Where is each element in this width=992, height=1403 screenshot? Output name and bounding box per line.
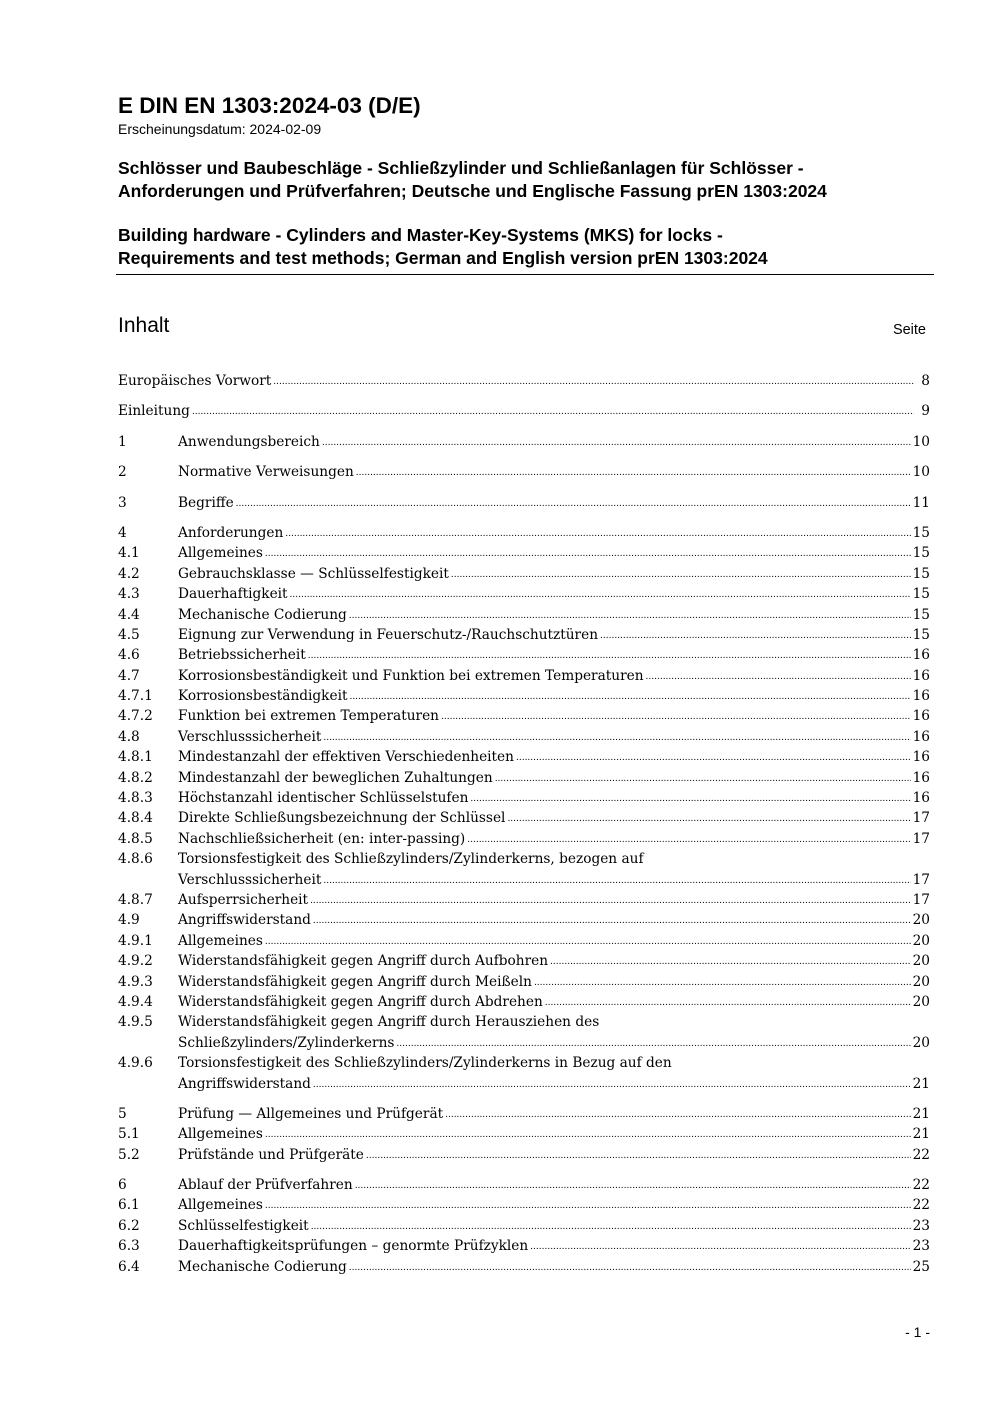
toc-leader-dots: [265, 1123, 911, 1145]
toc-leader-dots: [311, 1215, 911, 1237]
toc-leader-dots: [534, 971, 911, 993]
toc-entry-number: 6.4: [118, 1258, 140, 1275]
toc-entry[interactable]: [118, 432, 930, 452]
toc-entry[interactable]: [118, 951, 930, 971]
toc-leader-dots: [451, 563, 911, 585]
toc-entry-page: 20: [912, 993, 930, 1010]
toc-entry-title-continued: Verschlusssicherheit: [178, 871, 322, 888]
toc-entry-page: 15: [912, 626, 930, 643]
toc-entry-continuation[interactable]: [118, 1033, 930, 1053]
toc-entry[interactable]: [118, 1216, 930, 1236]
toc-entry-number: 4.9.5: [118, 1014, 153, 1031]
toc-entry-number: 2: [118, 464, 127, 481]
toc-entry-number: 5.1: [118, 1126, 140, 1143]
toc-entry-number: 4.1: [118, 545, 140, 562]
toc-entry[interactable]: [118, 371, 930, 391]
toc-leader-dots: [470, 787, 910, 809]
toc-entry-page: 17: [912, 891, 930, 908]
toc-entry-title: Allgemeines: [178, 545, 263, 562]
toc-entry[interactable]: [118, 890, 930, 910]
title-english-line-2: Requirements and test methods; German and English version prEN 1303:2024: [118, 248, 768, 268]
toc-entry-title: Betriebssicherheit: [178, 647, 306, 664]
toc-entry-page: 15: [912, 545, 930, 562]
toc-entry-title: Europäisches Vorwort: [118, 373, 272, 389]
toc-entry-number: 6.1: [118, 1197, 140, 1214]
toc-entry-title: Schlüsselfestigkeit: [178, 1217, 309, 1234]
toc-entry-page: 20: [912, 973, 930, 990]
toc-entry-page: 22: [912, 1146, 930, 1163]
toc-entry-number: 4.9.1: [118, 932, 153, 949]
toc-entry-title-continued: Schließzylinders/Zylinderkerns: [178, 1034, 395, 1051]
toc-entry-number: 3: [118, 494, 127, 511]
toc-leader-dots: [313, 909, 911, 931]
toc-entry-title: Widerstandsfähigkeit gegen Angriff durch Aufbohren: [178, 953, 549, 970]
toc-leader-dots: [600, 624, 911, 646]
toc-entry-page: 15: [912, 524, 930, 541]
toc-entry-page: 20: [912, 1034, 930, 1051]
toc-entry-number: 4.7.1: [118, 688, 153, 705]
toc-entry-number: 4.8: [118, 728, 140, 745]
toc-entry[interactable]: [118, 1175, 930, 1195]
toc-entry[interactable]: [118, 625, 930, 645]
toc-leader-dots: [313, 1073, 911, 1095]
toc-entry[interactable]: [118, 1195, 930, 1215]
toc-leader-dots: [396, 1032, 910, 1054]
toc-entry[interactable]: [118, 1145, 930, 1165]
title-german-line-2: Anforderungen und Prüfverfahren; Deutsche und Englische Fassung prEN 1303:2024: [118, 181, 827, 201]
page-number: - 1 -: [905, 1324, 930, 1340]
toc-entry[interactable]: [118, 972, 930, 992]
toc-entry-page: 25: [912, 1258, 930, 1275]
toc-entry[interactable]: [118, 584, 930, 604]
document-id: E DIN EN 1303:2024-03 (D/E): [118, 93, 421, 118]
toc-leader-dots: [290, 583, 911, 605]
toc-entry[interactable]: [118, 1012, 930, 1032]
toc-entry-number: 6.2: [118, 1217, 140, 1234]
toc-leader-dots: [507, 807, 910, 829]
header-divider: [116, 274, 934, 275]
toc-entry-page: 17: [912, 830, 930, 847]
toc-entry-title: Torsionsfestigkeit des Schließzylinders/Zylinderkerns in Bezug auf den: [178, 1055, 672, 1072]
toc-entry-title: Einleitung: [118, 403, 190, 420]
toc-entry-page: 21: [912, 1105, 930, 1122]
publication-date: Erscheinungsdatum: 2024-02-09: [118, 121, 322, 137]
toc-entry-title: Widerstandsfähigkeit gegen Angriff durch Herausziehen des: [178, 1014, 600, 1031]
toc-entry-page: 16: [912, 708, 930, 725]
toc-entry-number: 4.8.5: [118, 830, 153, 847]
toc-entry[interactable]: [118, 992, 930, 1012]
toc-entry-page: 20: [912, 912, 930, 929]
toc-leader-dots: [273, 370, 914, 392]
toc-entry-title-continued: Angriffswiderstand: [178, 1075, 311, 1092]
toc-entry-title: Verschlusssicherheit: [178, 728, 322, 745]
toc-leader-dots: [467, 828, 910, 850]
toc-entry[interactable]: [118, 747, 930, 767]
toc-leader-dots: [530, 1235, 910, 1257]
toc-entry-title: Torsionsfestigkeit des Schließzylinders/Zylinderkerns, bezogen auf: [178, 851, 644, 868]
toc-leader-dots: [366, 1144, 911, 1166]
toc-page-label: Seite: [892, 322, 926, 338]
toc-leader-dots: [355, 1174, 911, 1196]
toc-entry-title: Eignung zur Verwendung in Feuerschutz-/Rauchschutztüren: [178, 626, 599, 643]
toc-entry-title: Korrosionsbeständigkeit: [178, 688, 348, 705]
toc-entry-title: Mechanische Codierung: [178, 1258, 347, 1275]
toc-leader-dots: [265, 930, 911, 952]
toc-leader-dots: [495, 767, 911, 789]
toc-entry[interactable]: [118, 666, 930, 686]
toc-entry-page: 15: [912, 606, 930, 623]
toc-entry-number: 6: [118, 1177, 127, 1194]
toc-entry[interactable]: [118, 829, 930, 849]
toc-entry-continuation[interactable]: [118, 1074, 930, 1094]
toc-entry[interactable]: [118, 808, 930, 828]
toc-entry-number: 4.5: [118, 626, 140, 643]
toc-leader-dots: [310, 889, 911, 911]
toc-entry-title: Aufsperrsicherheit: [178, 891, 309, 908]
toc-entry-title: Allgemeines: [178, 1126, 263, 1143]
toc-entry-title: Begriffe: [178, 494, 234, 511]
toc-heading: Inhalt: [118, 314, 170, 337]
toc-entry[interactable]: [118, 493, 930, 513]
toc-entry-page: 17: [912, 810, 930, 827]
toc-leader-dots: [550, 950, 911, 972]
toc-entry[interactable]: [118, 706, 930, 726]
toc-entry[interactable]: [118, 910, 930, 930]
toc-leader-dots: [349, 604, 911, 626]
toc-entry-title: Allgemeines: [178, 1197, 263, 1214]
toc-entry-page: 16: [912, 667, 930, 684]
toc-entry-page: 20: [912, 932, 930, 949]
toc-entry-number: 5: [118, 1105, 127, 1122]
toc-entry[interactable]: [118, 1236, 930, 1256]
toc-entry-number: 4.8.4: [118, 810, 153, 827]
toc-leader-dots: [308, 644, 911, 666]
toc-leader-dots: [356, 461, 911, 483]
toc-entry-page: 9: [921, 403, 930, 420]
toc-header: [118, 314, 926, 344]
toc-entry-number: 4.9: [118, 912, 140, 929]
toc-entry[interactable]: [118, 401, 930, 421]
toc-entry-page: 16: [912, 728, 930, 745]
toc-entry-page: 15: [912, 565, 930, 582]
toc-entry-page: 16: [912, 749, 930, 766]
toc-entry-page: 8: [921, 373, 930, 389]
toc-entry[interactable]: [118, 1124, 930, 1144]
title-german: [118, 157, 934, 203]
toc-entry-title: Höchstanzahl identischer Schlüsselstufen: [178, 790, 469, 807]
toc-leader-dots: [349, 1256, 911, 1278]
toc-entry-title: Anwendungsbereich: [178, 433, 320, 450]
toc-entry[interactable]: [118, 727, 930, 747]
toc-leader-dots: [265, 1194, 911, 1216]
toc-entry-number: 1: [118, 433, 127, 450]
toc-entry-page: 21: [912, 1075, 930, 1092]
title-english-line-1: Building hardware - Cylinders and Master-Key-Systems (MKS) for locks -: [118, 225, 723, 245]
toc-entry-number: 5.2: [118, 1146, 140, 1163]
toc-entry-number: 4.7.2: [118, 708, 153, 725]
toc-entry-page: 16: [912, 647, 930, 664]
toc-entry[interactable]: [118, 1104, 930, 1124]
toc-entry-number: 4.9.2: [118, 953, 153, 970]
toc-entry-page: 22: [912, 1197, 930, 1214]
toc-entry-page: 16: [912, 769, 930, 786]
toc-entry[interactable]: [118, 605, 930, 625]
toc-entry-title: Allgemeines: [178, 932, 263, 949]
toc-entry-title: Ablauf der Prüfverfahren: [178, 1177, 353, 1194]
toc-entry-number: 4.6: [118, 647, 140, 664]
toc-entry[interactable]: [118, 462, 930, 482]
toc-entry-number: 4.8.6: [118, 851, 153, 868]
toc-entry-title: Mechanische Codierung: [178, 606, 347, 623]
toc-entry-page: 10: [912, 433, 930, 450]
toc-entry-page: 17: [912, 871, 930, 888]
toc-entry-title: Mindestanzahl der beweglichen Zuhaltungen: [178, 769, 493, 786]
toc-leader-dots: [236, 492, 911, 514]
toc-entry-page: 22: [912, 1177, 930, 1194]
toc-leader-dots: [285, 522, 910, 544]
toc-leader-dots: [545, 991, 911, 1013]
toc-entry-number: 4.8.7: [118, 891, 153, 908]
toc-entry-page: 15: [912, 586, 930, 603]
toc-entry-page: 23: [912, 1217, 930, 1234]
toc-leader-dots: [265, 542, 911, 564]
toc-entry-title: Korrosionsbeständigkeit und Funktion bei extremen Temperaturen: [178, 667, 644, 684]
toc-entry-title: Widerstandsfähigkeit gegen Angriff durch Meißeln: [178, 973, 532, 990]
toc-entry[interactable]: [118, 849, 930, 869]
toc-entry-page: 20: [912, 953, 930, 970]
toc-entry-title: Dauerhaftigkeitsprüfungen – genormte Prüfzyklen: [178, 1238, 529, 1255]
toc-entry[interactable]: [118, 788, 930, 808]
toc-entry-title: Widerstandsfähigkeit gegen Angriff durch Abdrehen: [178, 993, 543, 1010]
toc-entry-title: Nachschließsicherheit (en: inter-passing): [178, 830, 466, 847]
toc-entry-number: 4.9.3: [118, 973, 153, 990]
toc-entry-number: 6.3: [118, 1238, 140, 1255]
toc-entry[interactable]: [118, 543, 930, 563]
toc-entry-title: Gebrauchsklasse — Schlüsselfestigkeit: [178, 565, 449, 582]
toc-entry-number: 4.7: [118, 667, 140, 684]
toc-entry-page: 16: [912, 688, 930, 705]
toc-entry-title: Funktion bei extremen Temperaturen: [178, 708, 439, 725]
toc-entry[interactable]: [118, 768, 930, 788]
toc-leader-dots: [192, 400, 914, 422]
toc-entry-title: Anforderungen: [178, 524, 284, 541]
toc-entry-page: 21: [912, 1126, 930, 1143]
toc-entry-number: 4.8.3: [118, 790, 153, 807]
toc-entry-title: Dauerhaftigkeit: [178, 586, 288, 603]
toc-entry-title: Prüfung — Allgemeines und Prüfgerät: [178, 1105, 444, 1122]
toc-entry-number: 4.8.2: [118, 769, 153, 786]
title-english: [118, 224, 934, 270]
toc-entry[interactable]: [118, 1053, 930, 1073]
toc-entry-page: 23: [912, 1238, 930, 1255]
toc-leader-dots: [323, 869, 910, 891]
toc-entry-number: 4: [118, 524, 127, 541]
document-header: [118, 92, 934, 270]
toc-entry-number: 4.4: [118, 606, 140, 623]
toc-entry-number: 4.9.4: [118, 993, 153, 1010]
toc-entry[interactable]: [118, 1257, 930, 1277]
toc-leader-dots: [349, 685, 910, 707]
toc-entry-title: Prüfstände und Prüfgeräte: [178, 1146, 364, 1163]
toc-entry[interactable]: [118, 564, 930, 584]
toc-entry-continuation[interactable]: [118, 870, 930, 890]
toc-entry[interactable]: [118, 931, 930, 951]
toc-entry-title: Direkte Schließungsbezeichnung der Schlüssel: [178, 810, 506, 827]
toc-entry-number: 4.8.1: [118, 749, 153, 766]
toc-leader-dots: [322, 431, 911, 453]
toc-entry-page: 11: [912, 494, 930, 511]
toc-entry[interactable]: [118, 645, 930, 665]
toc-entry-number: 4.9.6: [118, 1055, 153, 1072]
toc-leader-dots: [323, 726, 910, 748]
toc-leader-dots: [445, 1103, 910, 1125]
toc-entry-number: 4.3: [118, 586, 140, 603]
toc-entry-page: 16: [912, 790, 930, 807]
toc-leader-dots: [441, 705, 911, 727]
toc-entry[interactable]: [118, 686, 930, 706]
toc-leader-dots: [516, 746, 911, 768]
table-of-contents: [118, 371, 930, 1277]
toc-entry-page: 10: [912, 464, 930, 481]
toc-entry-title: Normative Verweisungen: [178, 464, 354, 481]
toc-entry[interactable]: [118, 523, 930, 543]
toc-leader-dots: [646, 665, 911, 687]
toc-entry-number: 4.2: [118, 565, 140, 582]
toc-entry-title: Angriffswiderstand: [178, 912, 311, 929]
title-german-line-1: Schlösser und Baubeschläge - Schließzylinder und Schließanlagen für Schlösser -: [118, 158, 804, 178]
toc-entry-title: Mindestanzahl der effektiven Verschiedenheiten: [178, 749, 514, 766]
